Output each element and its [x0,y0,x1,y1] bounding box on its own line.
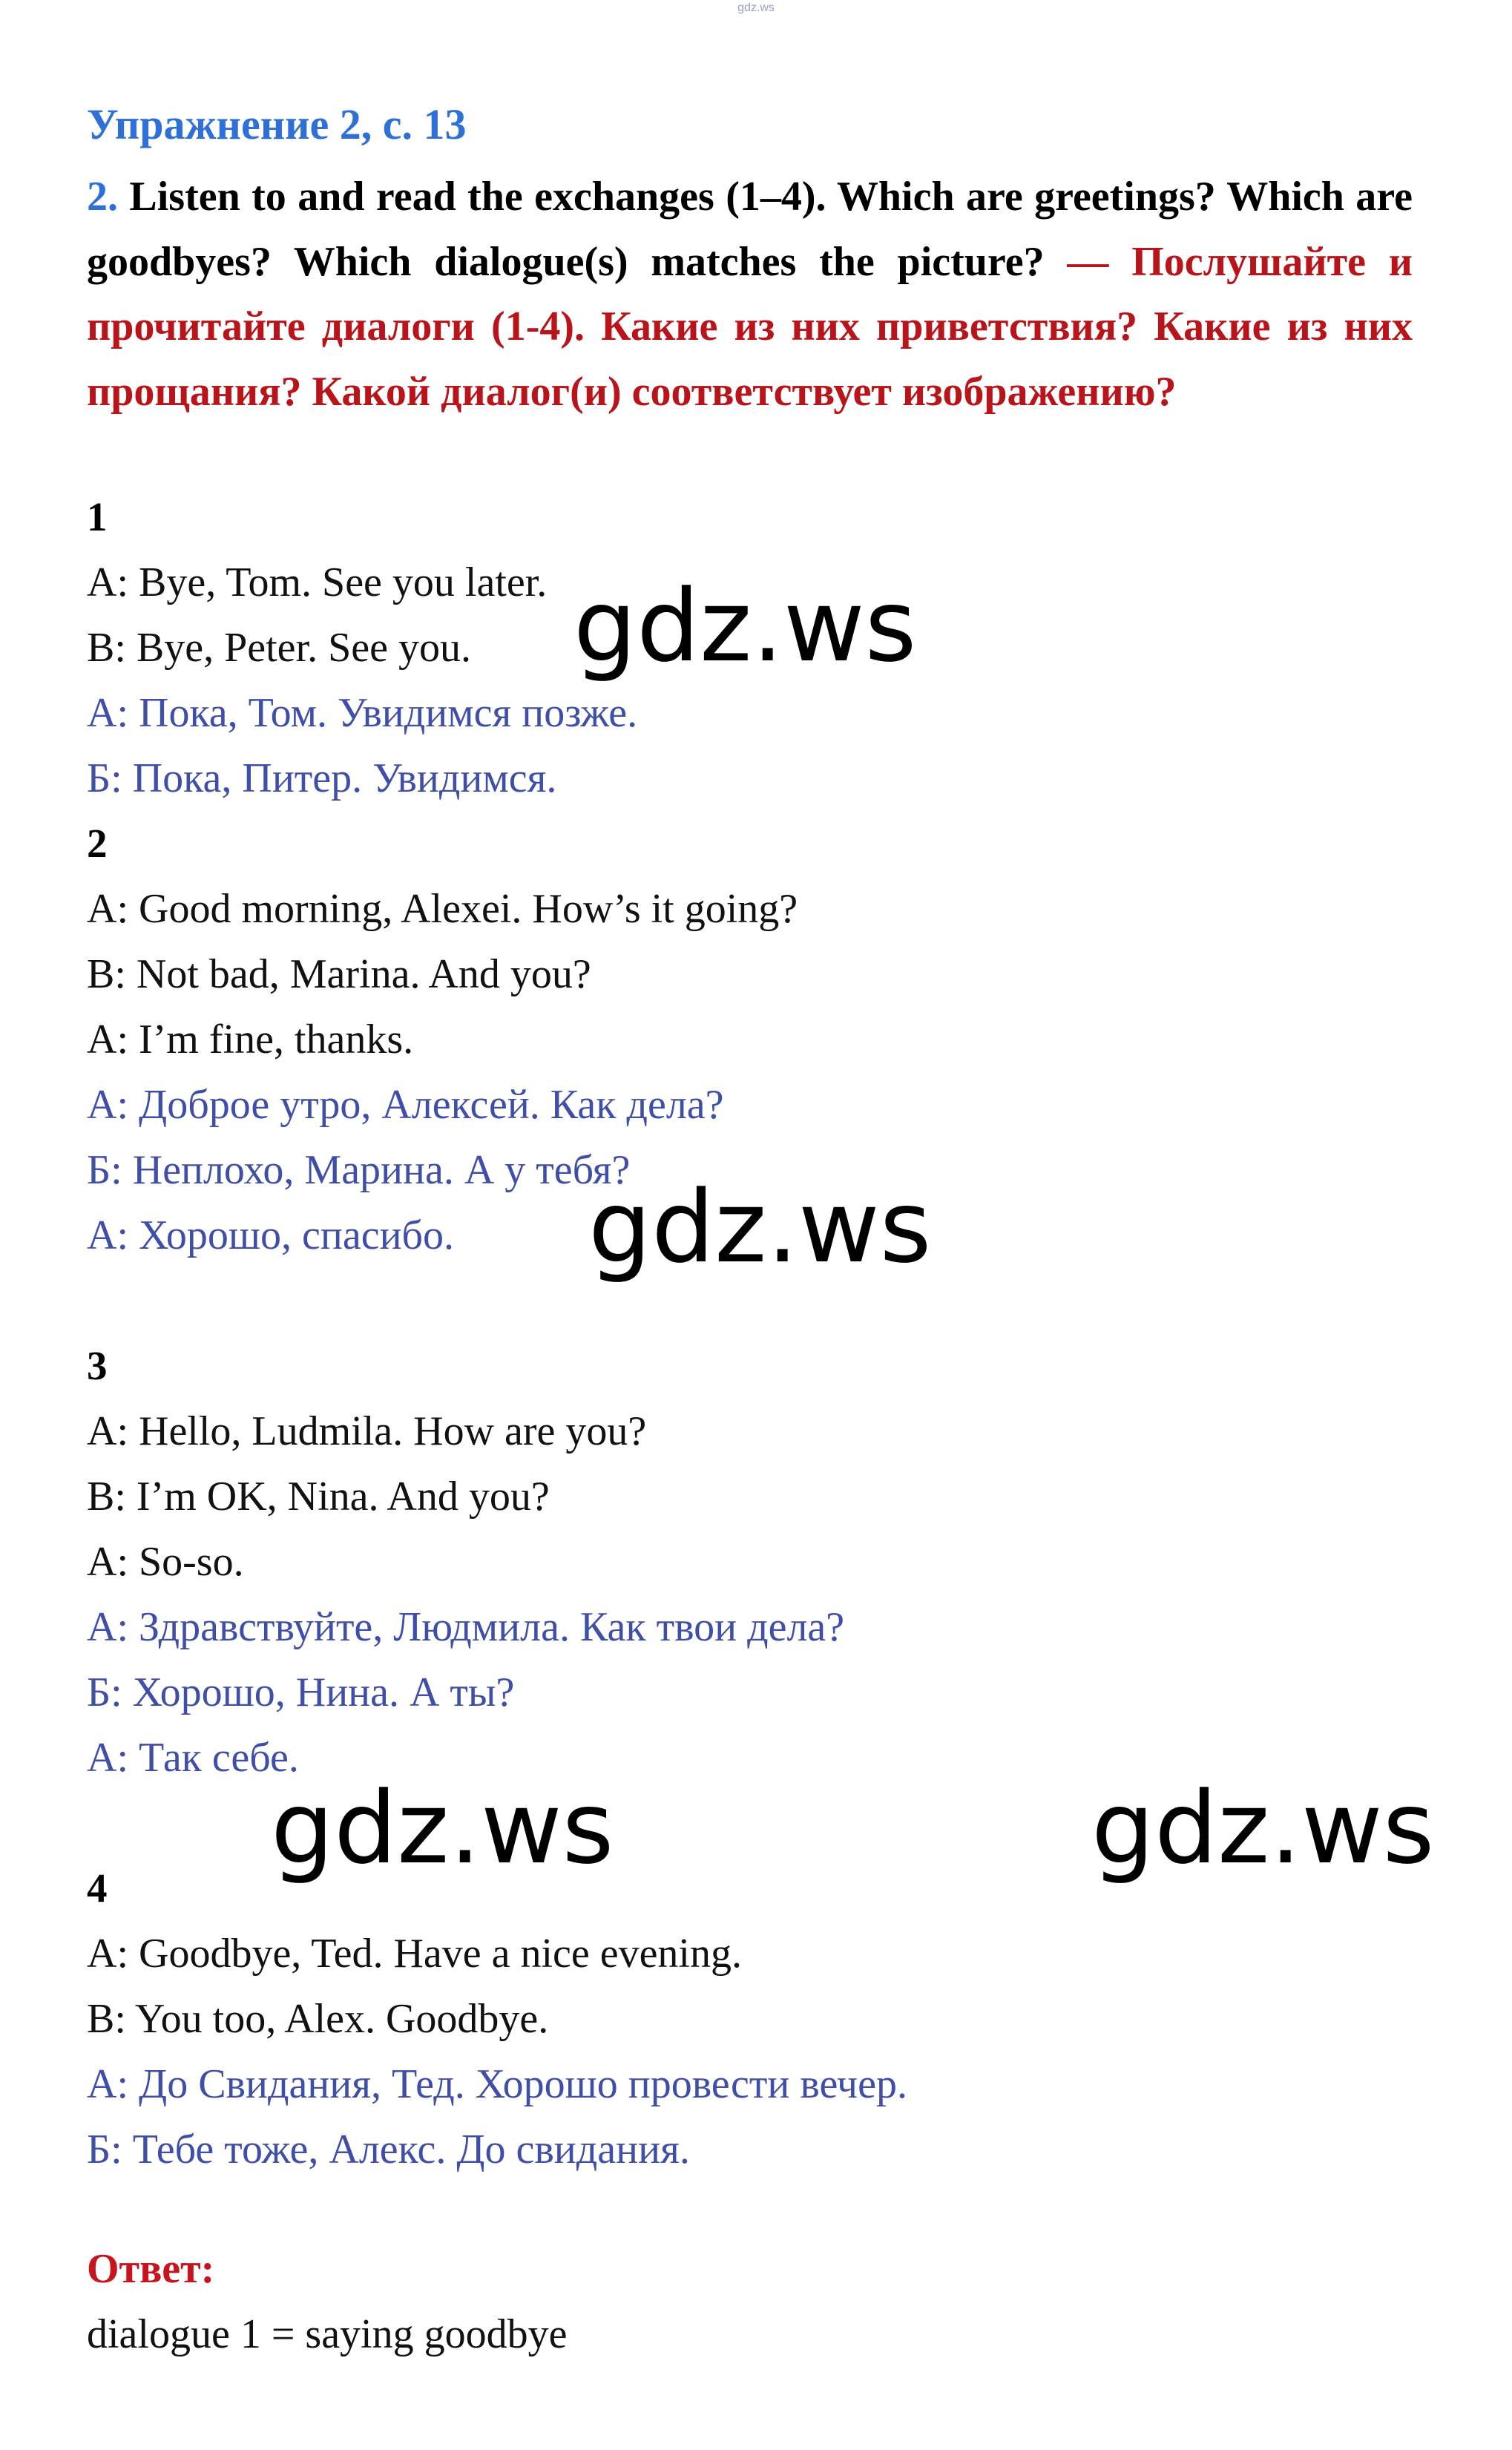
dialogue-2-translation: А: Хорошо, спасибо. [87,1212,455,1258]
dialogue-1-number: 1 [87,494,108,539]
answer-title: Ответ: [87,2246,215,2292]
dialogue-4-line: A: Goodbye, Ted. Have a nice evening. [87,1931,742,1977]
dialogue-2-line: A: I’m fine, thanks. [87,1017,414,1063]
dialogue-3-line: A: Hello, Ludmila. How are you? [87,1408,647,1454]
dialogue-2-line: B: Not bad, Marina. And you? [87,951,591,997]
dialogue-2-translation: Б: Неплохо, Марина. А у тебя? [87,1147,631,1193]
exercise-heading: Упражнение 2, с. 13 [87,100,467,148]
top-watermark: gdz.ws [737,1,775,14]
dialogue-3-translation: А: Здравствуйте, Людмила. Как твои дела? [87,1604,845,1650]
dialogue-1-translation: А: Пока, Том. Увидимся позже. [87,690,638,736]
task-number: 2. [87,174,118,220]
task-russian: Послушайте и прочитайте диалоги (1-4). Какие из них приветствия? Какие из них прощания? Какой диалог(и) соответствует изображению? [87,238,1413,415]
task-instructions [87,165,1413,424]
dialogue-3-number: 3 [87,1343,108,1388]
dialogue-1-translation: Б: Пока, Питер. Увидимся. [87,755,557,801]
task-english: Listen to and read the exchanges (1–4). Which are greetings? Which are goodbyes? Which dialogue(s) matches the picture? [87,174,1413,285]
dialogue-3-translation: А: Так себе. [87,1735,299,1781]
dialogue-4-translation: А: До Свидания, Тед. Хорошо провести вечер. [87,2061,907,2107]
dialogue-4-translation: Б: Тебе тоже, Алекс. До свидания. [87,2126,690,2173]
dialogue-3-line: A: So-so. [87,1539,244,1585]
dialogue-3-line: B: I’m OK, Nina. And you? [87,1474,550,1520]
task-dash: — [1044,238,1132,285]
dialogue-4-number: 4 [87,1865,108,1911]
dialogue-1-line: B: Bye, Peter. See you. [87,625,471,671]
dialogue-4-line: B: You too, Alex. Goodbye. [87,1996,549,2042]
dialogue-2-number: 2 [87,821,108,866]
dialogue-1-line: A: Bye, Tom. See you later. [87,559,548,605]
watermark: gdz.ws [573,568,917,684]
dialogue-2-translation: А: Доброе утро, Алексей. Как дела? [87,1082,724,1128]
watermark: gdz.ws [1091,1770,1435,1886]
watermark: gdz.ws [588,1169,932,1285]
watermark: gdz.ws [271,1770,614,1886]
answer-text: dialogue 1 = saying goodbye [87,2311,568,2357]
dialogue-2-line: A: Good morning, Alexei. How’s it going? [87,886,798,932]
dialogue-3-translation: Б: Хорошо, Нина. А ты? [87,1669,515,1715]
